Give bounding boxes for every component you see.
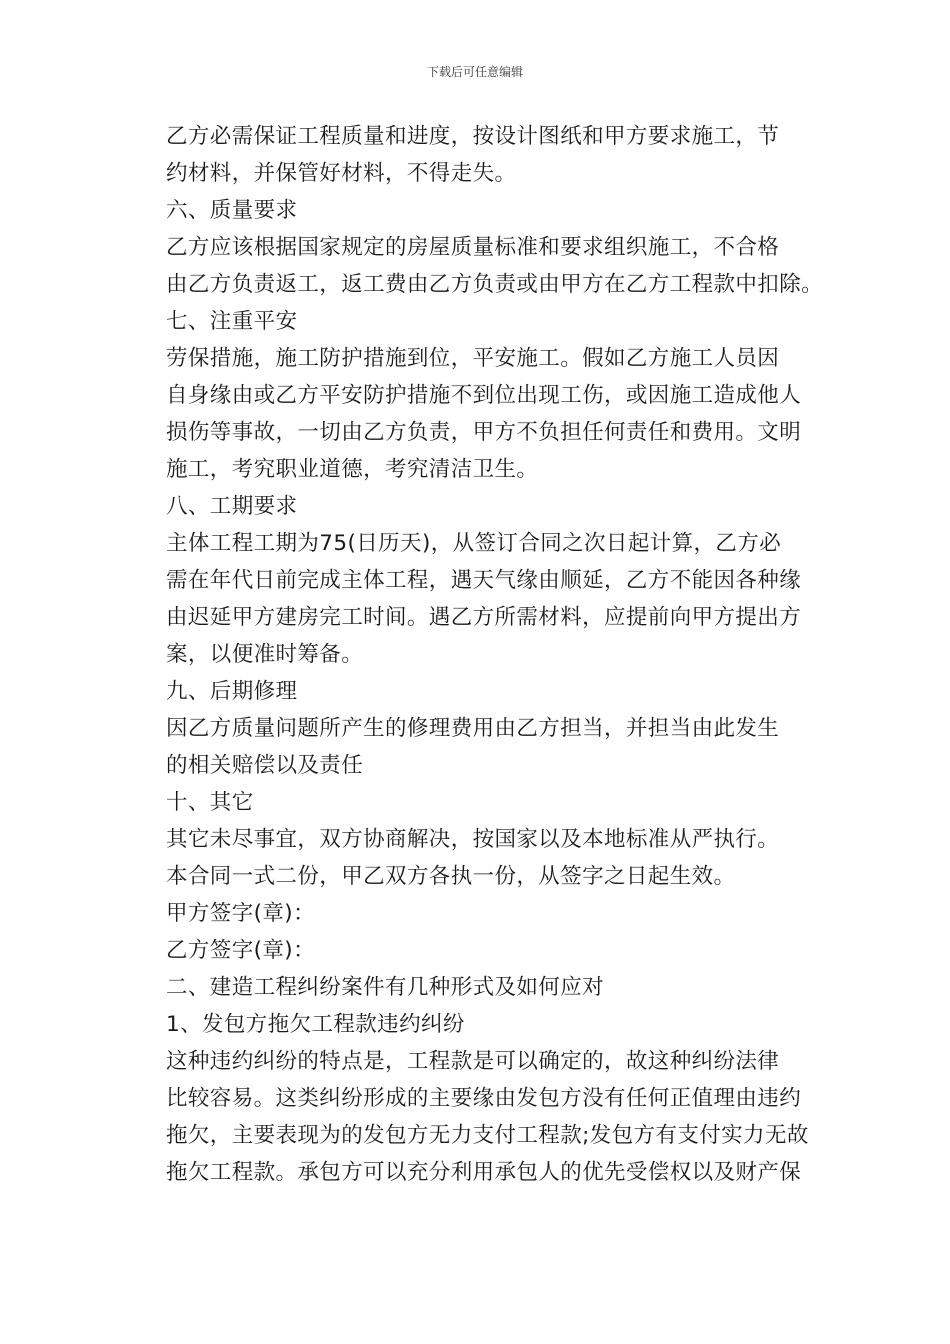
text-line: 乙方必需保证工程质量和进度，按设计图纸和甲方要求施工，节 — [166, 124, 780, 149]
text-line: 劳保措施，施工防护措施到位，平安施工。假如乙方施工人员因 — [166, 346, 780, 371]
signature-line-party-b: 乙方签字(章)： — [166, 938, 315, 963]
signature-line-party-a: 甲方签字(章)： — [166, 901, 315, 926]
text-line: 拖欠，主要表现为的发包方无力支付工程款;发包方有支付实力无故 — [166, 1123, 809, 1148]
text-line: 施工，考究职业道德，考究清洁卫生。 — [166, 457, 539, 482]
text-line: 自身缘由或乙方平安防护措施不到位出现工伤，或因施工造成他人 — [166, 383, 802, 408]
section-heading: 八、工期要求 — [166, 494, 298, 519]
text-line: 其它未尽事宜，双方协商解决，按国家以及本地标准从严执行。 — [166, 827, 780, 852]
text-line: 约材料，并保管好材料，不得走失。 — [166, 161, 517, 186]
page-header-note: 下载后可任意编辑 — [426, 65, 523, 79]
text-line: 需在年代日前完成主体工程，遇天气缘由顺延，乙方不能因各种缘 — [166, 568, 802, 593]
document-body — [145, 118, 824, 1191]
text-line: 由迟延甲方建房完工时间。遇乙方所需材料，应提前向甲方提出方 — [166, 605, 802, 630]
text-line: 因乙方质量问题所产生的修理费用由乙方担当，并担当由此发生 — [166, 716, 780, 741]
section-heading: 七、注重平安 — [166, 309, 298, 334]
section-heading: 二、建造工程纠纷案件有几种形式及如何应对 — [166, 975, 605, 1000]
text-line: 比较容易。这类纠纷形成的主要缘由发包方没有任何正值理由违约 — [166, 1086, 802, 1111]
section-heading: 六、质量要求 — [166, 198, 298, 223]
section-heading: 十、其它 — [166, 790, 254, 815]
text-line: 这种违约纠纷的特点是，工程款是可以确定的，故这种纠纷法律 — [166, 1049, 780, 1074]
text-line: 的相关赔偿以及责任 — [166, 753, 364, 778]
section-heading: 九、后期修理 — [166, 679, 298, 704]
text-line: 拖欠工程款。承包方可以充分利用承包人的优先受偿权以及财产保 — [166, 1160, 802, 1185]
sub-heading: 1、发包方拖欠工程款违约纠纷 — [166, 1012, 465, 1037]
text-line: 本合同一式二份，甲乙双方各执一份，从签字之日起生效。 — [166, 864, 736, 889]
text-line: 案，以便准时筹备。 — [166, 642, 364, 667]
text-line: 乙方应该根据国家规定的房屋质量标准和要求组织施工，不合格 — [166, 235, 780, 260]
text-line: 由乙方负责返工，返工费由乙方负责或由甲方在乙方工程款中扣除。 — [166, 272, 824, 297]
text-line: 主体工程工期为75(日历天)，从签订合同之次日起计算，乙方必 — [166, 531, 782, 556]
text-line: 损伤等事故，一切由乙方负责，甲方不负担任何责任和费用。文明 — [166, 420, 802, 445]
